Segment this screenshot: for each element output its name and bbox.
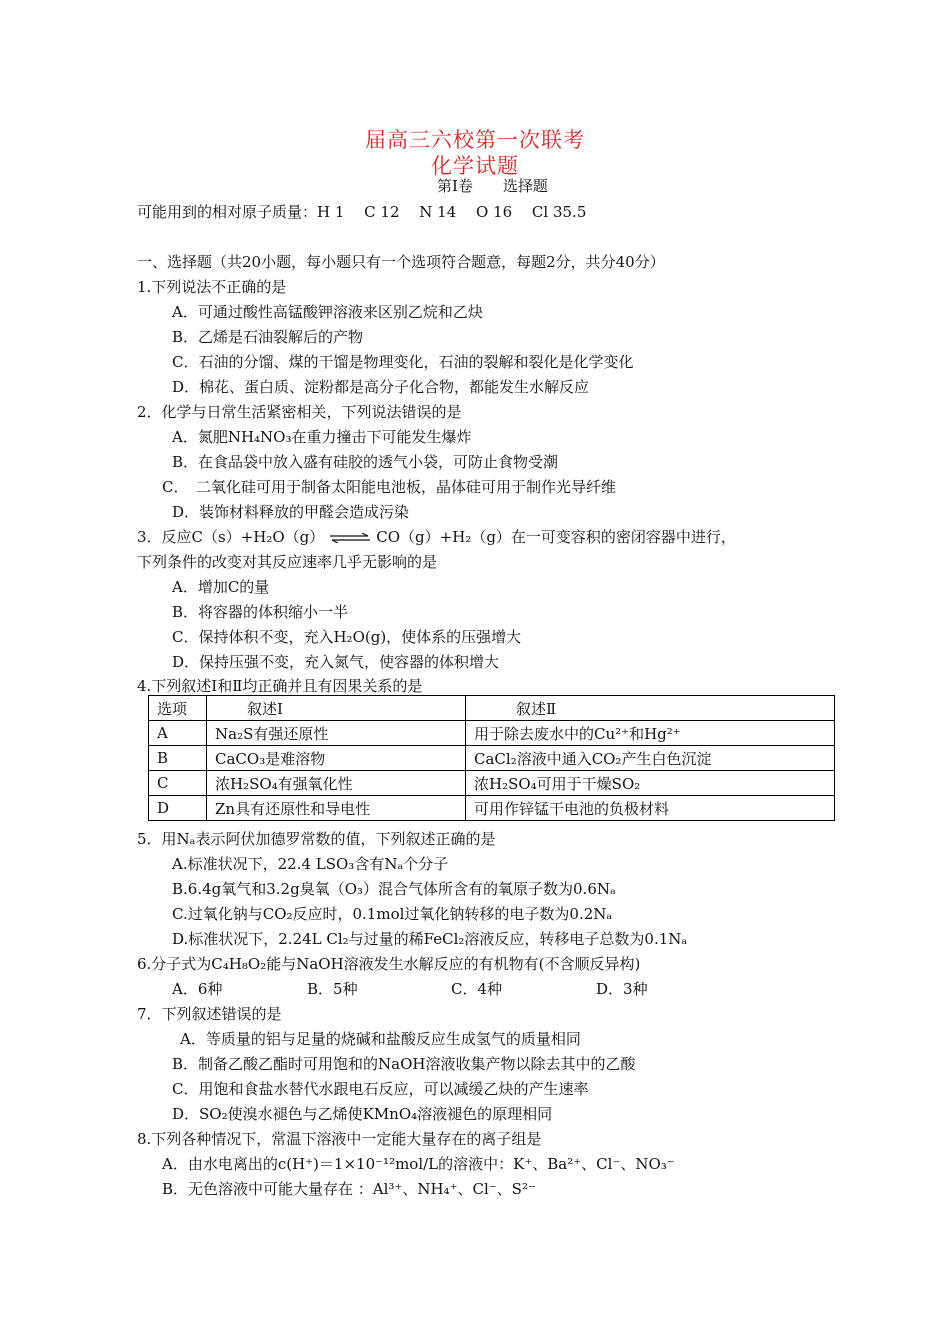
q1-option-c: C．石油的分馏、煤的干馏是物理变化，石油的裂解和裂化是化学变化 [172,353,634,371]
q1-option-d: D．棉花、蛋白质、淀粉都是高分子化合物，都能发生水解反应 [172,378,590,396]
q4-table [148,695,835,821]
q6-stem: 6.分子式为C₄H₈O₂能与NaOH溶液发生水解反应的有机物有(不含顺反异构) [137,955,641,973]
section-heading: 一、选择题（共20小题，每小题只有一个选项符合题意，每题2分，共分40分） [137,253,665,271]
table-cell: C [149,771,207,796]
q7-option-b: B．制备乙酸乙酯时可用饱和的NaOH溶液收集产物以除去其中的乙酸 [172,1055,636,1073]
table-cell: A [149,721,207,746]
q8-option-a: A．由水电离出的c(H⁺)＝1×10⁻¹²mol/L的溶液中：K⁺、Ba²⁺、Cl⁻、NO₃⁻ [162,1155,675,1173]
q2-option-b: B．在食品袋中放入盛有硅胶的透气小袋，可防止食物受潮 [172,453,559,471]
table-row [149,771,835,796]
q5-option-a: A.标准状况下，22.4 LSO₃含有Nₐ个分子 [172,855,449,873]
q7-stem: 7．下列叙述错误的是 [137,1005,282,1023]
q3-stem [137,527,736,547]
table-header-cell: 选项 [149,696,207,721]
equilibrium-arrow-icon [328,533,372,543]
q2-option-c: C． 二氧化硅可用于制备太阳能电池板，晶体硅可用于制作光导纤维 [162,478,616,496]
table-cell: Na₂S有强还原性 [207,721,466,746]
q7-option-a: A．等质量的铝与足量的烧碱和盐酸反应生成氢气的质量相同 [180,1030,581,1048]
q3-option-c: C．保持体积不变，充入H₂O(g)，使体系的压强增大 [172,628,522,646]
q3-stem-right: CO（g）+H₂（g）在一可变容积的密闭容器中进行， [376,528,736,546]
q5-stem: 5．用Nₐ表示阿伏加德罗常数的值，下列叙述正确的是 [137,830,496,848]
q5-option-c: C.过氧化钠与CO₂反应时，0.1mol过氧化钠转移的电子数为0.2Nₐ [172,905,613,923]
exam-subtitle: 化学试题 [431,154,519,178]
table-header-row [149,696,835,721]
table-cell: CaCl₂溶液中通入CO₂产生白色沉淀 [466,746,835,771]
table-cell: 用于除去废水中的Cu²⁺和Hg²⁺ [466,721,835,746]
q8-option-b: B．无色溶液中可能大量存在 ：Al³⁺、NH₄⁺、Cl⁻、S²⁻ [162,1180,536,1198]
q6-option-d: D．3种 [596,980,648,998]
q3-stem-2: 下列条件的改变对其反应速率几乎无影响的是 [137,553,438,571]
exam-title: 届高三六校第一次联考 [365,128,585,152]
table-cell: Zn具有还原性和导电性 [207,796,466,821]
q5-option-d: D.标准状况下，2.24L Cl₂与过量的稀FeCl₂溶液反应，转移电子总数为0.1Nₐ [172,930,688,948]
q3-option-d: D．保持压强不变，充入氮气，使容器的体积增大 [172,653,500,671]
table-row [149,796,835,821]
q6-option-c: C．4种 [451,980,503,998]
q3-option-a: A．增加C的量 [172,578,270,596]
table-header-cell: 叙述Ⅰ [207,696,466,721]
volume-label: 第Ⅰ卷 选择题 [437,177,548,195]
q7-option-d: D．SO₂使溴水褪色与乙烯使KMnO₄溶液褪色的原理相同 [172,1105,553,1123]
table-row [149,746,835,771]
q3-option-b: B．将容器的体积缩小一半 [172,603,349,621]
q4-stem: 4.下列叙述Ⅰ和Ⅱ均正确并且有因果关系的是 [137,677,423,695]
q2-option-a: A．氮肥NH₄NO₃在重力撞击下可能发生爆炸 [172,428,472,446]
q5-option-b: B.6.4g氧气和3.2g臭氧（O₃）混合气体所含有的氧原子数为0.6Nₐ [172,880,616,898]
table-cell: 可用作锌锰干电池的负极材料 [466,796,835,821]
q2-option-d: D．装饰材料释放的甲醛会造成污染 [172,503,410,521]
table-cell: B [149,746,207,771]
q6-option-a: A．6种 [172,980,223,998]
table-header-cell: 叙述Ⅱ [466,696,835,721]
q1-stem: 1.下列说法不正确的是 [137,278,287,296]
table-cell: D [149,796,207,821]
q8-stem: 8.下列各种情况下，常温下溶液中一定能大量存在的离子组是 [137,1130,542,1148]
atomic-masses: 可能用到的相对原子质量：H 1 C 12 N 14 O 16 Cl 35.5 [137,203,587,221]
q3-stem-left: 3．反应C（s）+H₂O（g） [137,528,325,546]
table-cell: 浓H₂SO₄可用于干燥SO₂ [466,771,835,796]
table-cell: 浓H₂SO₄有强氧化性 [207,771,466,796]
q1-option-b: B．乙烯是石油裂解后的产物 [172,328,364,346]
q7-option-c: C．用饱和食盐水替代水跟电石反应，可以减缓乙炔的产生速率 [172,1080,589,1098]
table-row [149,721,835,746]
table-cell: CaCO₃是难溶物 [207,746,466,771]
q6-option-b: B．5种 [307,980,358,998]
q2-stem: 2．化学与日常生活紧密相关，下列说法错误的是 [137,403,462,421]
q1-option-a: A．可通过酸性高锰酸钾溶液来区别乙烷和乙炔 [172,303,483,321]
